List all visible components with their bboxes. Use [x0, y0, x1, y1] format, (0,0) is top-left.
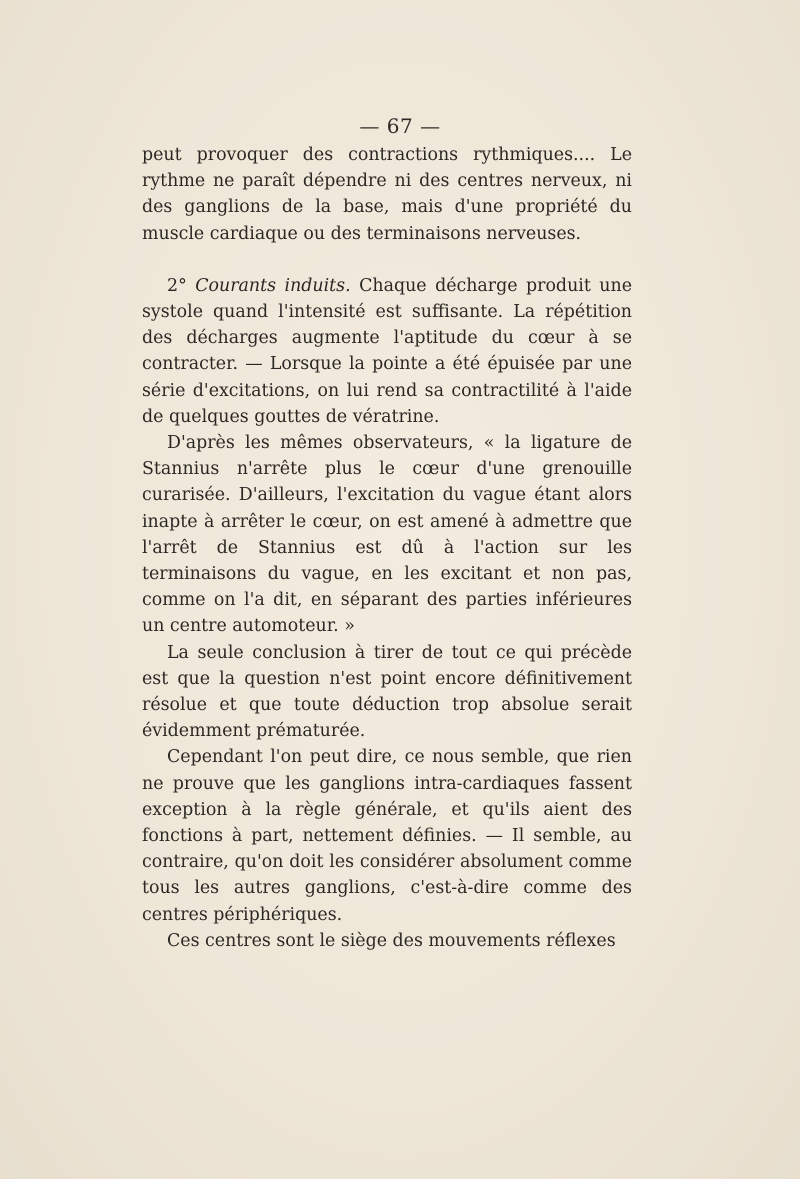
paragraph-text: Chaque décharge produit une systole quand l'intensité est suffisante. La répétition des décharges augmente l'aptitude du cœur à se contracter. — Lorsque la pointe a été épuisée par une série d'excitations, on lui rend sa contractilité à l'aide de quelques gouttes de vératrine. — [142, 275, 632, 427]
paragraph-conclusion: La seule conclusion à tirer de tout ce qui précède est que la question n'est point encore définitivement résolue et que toute déduction trop absolue serait évidemment prématurée. — [142, 642, 632, 742]
paragraph-continuation: peut provoquer des contractions rythmiques.... Le rythme ne paraît dépendre ni des centres nerveux, ni des ganglions de la base, mais d'une propriété du muscle cardiaque ou des terminaisons nerveuses. — [142, 145, 632, 244]
section-number: 2° — [167, 275, 196, 296]
body-text — [142, 142, 632, 954]
paragraph-reflexes: Ces centres sont le siège des mouvements réflexes — [167, 930, 616, 951]
paragraph-stannius-quote: D'après les mêmes observateurs, « la ligature de Stannius n'arrête plus le cœur d'une grenouille curarisée. D'ailleurs, l'excitation du vague étant alors inapte à arrêter le cœur, on est amené à admettre que l'arrêt de Stannius est dû à l'action sur les terminaisons du vague, en les excitant et non pas, comme on l'a dit, en séparant des parties inférieures un centre automoteur. » — [142, 433, 632, 637]
section-heading: Courants induits. — [195, 275, 351, 296]
paragraph-ganglions: Cependant l'on peut dire, ce nous semble, que rien ne prouve que les ganglions intra-cardiaques fassent exception à la règle générale, et qu'ils aient des fonctions à part, nettement définies. — Il semble, au contraire, qu'on doit les considérer absolument comme tous les autres ganglions, c'est-à-dire comme des centres périphériques. — [142, 747, 632, 925]
page-number: — 67 — — [359, 114, 441, 138]
paragraph-induced-currents — [142, 273, 632, 430]
